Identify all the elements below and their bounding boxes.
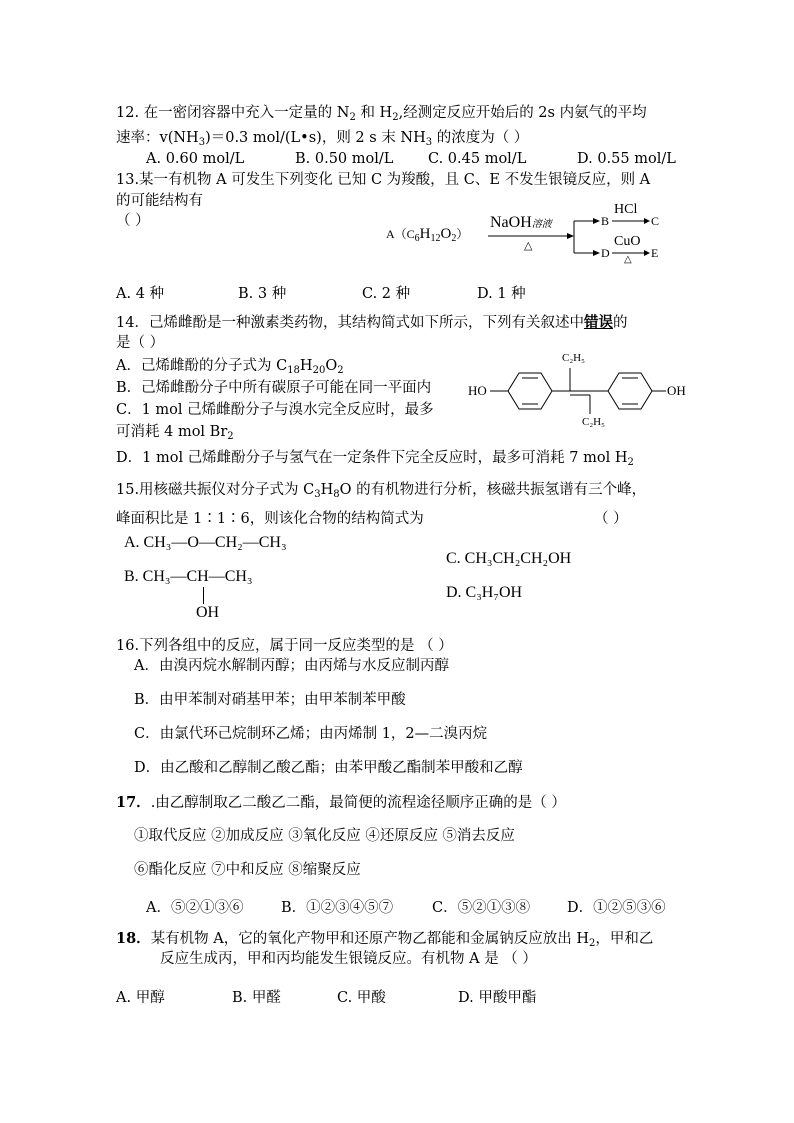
q15-answer-blank[interactable]: （ ） (594, 511, 628, 527)
q18-option-b[interactable]: B. 甲醛 (232, 990, 281, 1006)
q13-reaction-scheme (386, 195, 686, 267)
q14-option-b[interactable]: B．己烯雌酚分子中所有碳原子可能在同一平面内 (116, 380, 432, 396)
q16-option-b[interactable]: B．由甲苯制对硝基甲苯；由甲苯制苯甲酸 (134, 692, 406, 708)
q13-option-b[interactable]: B. 3 种 (238, 286, 287, 302)
q13-option-d[interactable]: D. 1 种 (477, 286, 526, 302)
e-label: E (651, 246, 659, 260)
scheme-text: O (440, 226, 452, 242)
q18-text: 某有机物 A，它的氧化产物甲和还原产物乙都能和金属钠反应放出 H (150, 931, 590, 947)
q12-option-d[interactable]: D. 0.55 mol/L (577, 151, 676, 167)
cuo-label: CuO (614, 234, 641, 249)
scheme-sub: 6 (414, 233, 420, 244)
c-label: C (651, 214, 660, 228)
q17-option-c[interactable]: C．⑤②①③⑧ (432, 900, 531, 916)
q15-text: 15.用核磁共振仪对分子式为 C (116, 482, 315, 498)
q12-text: ,经测定反应开始后的 2s 内氨气的平均 (398, 105, 647, 121)
q12-text: 12. 在一密闭容器中充入一定量的 N (116, 105, 350, 121)
q14-text: A．己烯雌酚的分子式为 C (116, 358, 288, 374)
q14-sub: 20 (312, 365, 326, 376)
q13-option-c[interactable]: C. 2 种 (362, 286, 411, 302)
q17-option-d[interactable]: D．①②⑤③⑥ (567, 900, 666, 916)
q15-text: O (339, 482, 352, 498)
q14-text: O (325, 358, 338, 374)
oh-label: OH (667, 383, 686, 398)
q15-option-c[interactable]: C. CH₃CH₂CH₂OH (446, 550, 572, 567)
q16-option-d[interactable]: D．由乙酸和乙醇制乙酸乙酯；由苯甲酸乙酯制苯甲酸和乙醇 (134, 760, 523, 776)
q17-option-a[interactable]: A．⑤②①③⑥ (146, 900, 244, 916)
q17-steps-row2: ⑥酯化反应 ⑦中和反应 ⑧缩聚反应 (134, 862, 361, 878)
q14-sub: 2 (337, 365, 344, 376)
q15-option-b-bond (203, 587, 204, 604)
q15-option-b-oh: OH (196, 604, 220, 621)
q15-option-d[interactable]: D. C₃H₇OH (446, 584, 523, 601)
q12-line1 (116, 105, 647, 124)
q18-number: 18． (116, 930, 151, 947)
q12-text: 的浓度为（ ） (432, 130, 529, 146)
q12-line2 (116, 130, 528, 149)
q14-sub: 2 (227, 431, 234, 442)
scheme-text: ） (456, 227, 469, 241)
q15-option-a[interactable]: A. CH₃—O—CH₂—CH₃ (124, 534, 287, 551)
scheme-text: A（C (386, 227, 415, 241)
q12-text: 速率：v(NH (116, 130, 199, 146)
q14-line2: 是（ ） (116, 335, 165, 351)
q18-sub: 2 (589, 938, 596, 949)
q13-line1: 13.某一有机物 A 可发生下列变化 已知 C 为羧酸，且 C、E 不发生银镜反应，则 A (116, 172, 651, 188)
q14-text: 的 (612, 315, 628, 331)
delta-label-2: △ (624, 254, 632, 265)
q13-answer-blank[interactable]: （ ） (116, 213, 150, 229)
q12-sub: 2 (349, 112, 356, 123)
delta-label-1: △ (524, 240, 533, 252)
q15-text: 的有机物进行分析，核磁共振氢谱有三个峰， (351, 482, 647, 498)
q17-line1 (116, 794, 566, 812)
scheme-text: NaOH (490, 214, 532, 231)
q12-option-c[interactable]: C. 0.45 mol/L (428, 151, 527, 167)
q15-sub: 3 (314, 489, 321, 500)
q16-option-a[interactable]: A．由溴丙烷水解制丙醇；由丙烯与水反应制丙醇 (134, 658, 449, 674)
q18-option-a[interactable]: A. 甲醇 (116, 990, 165, 1006)
d-label: D (601, 246, 610, 260)
q15-text: H (320, 482, 334, 498)
q14-option-a[interactable] (116, 358, 344, 377)
hcl-label: HCl (614, 202, 638, 217)
q14-sub: 18 (287, 365, 300, 376)
scheme-text: H (419, 226, 431, 242)
q17-steps-row1: ①取代反应 ②加成反应 ③氧化反应 ④还原反应 ⑤消去反应 (134, 828, 515, 844)
q14-structure-diagram (466, 348, 696, 436)
ho-label: HO (468, 383, 487, 398)
q13-option-a[interactable]: A. 4 种 (116, 286, 165, 302)
scheme-text: 溶液 (531, 219, 552, 230)
q14-option-d[interactable] (116, 450, 634, 469)
scheme-arrows (386, 195, 686, 267)
q14-text: H (299, 358, 313, 374)
q18-line2: 反应生成丙，甲和丙均能发生银镜反应。有机物 A 是 （ ） (160, 951, 537, 967)
q15-sub: 8 (333, 489, 340, 500)
q16-line1: 16.下列各组中的反应，属于同一反应类型的是 （ ） (116, 638, 453, 654)
q12-sub: 2 (392, 112, 399, 123)
b-label: B (601, 214, 610, 228)
q12-sub: 3 (198, 137, 206, 148)
q18-text: ，甲和乙 (595, 931, 654, 947)
scheme-sub: 2 (451, 233, 457, 244)
q14-text: 可消耗 4 mol Br (116, 424, 228, 440)
ethyl-top-label: C₂H₅ (562, 352, 585, 364)
q14-option-c-line1[interactable]: C．1 mol 己烯雌酚分子与溴水完全反应时，最多 (116, 402, 434, 418)
q13-line2: 的可能结构有 (116, 193, 203, 209)
q15-line1 (116, 482, 646, 501)
q17-option-b[interactable]: B．①②③④⑤⑦ (281, 900, 394, 916)
q15-option-b[interactable]: B. CH₃—CH—CH₃ (124, 568, 253, 585)
q14-text: D．1 mol 己烯雌酚分子与氢气在一定条件下完全反应时，最多可消耗 7 mol H (116, 450, 628, 466)
q15-line2: 峰面积比是 1∶1∶6，则该化合物的结构简式为 (116, 511, 424, 527)
q12-sub: 3 (425, 137, 433, 148)
q18-option-c[interactable]: C. 甲酸 (337, 990, 386, 1006)
q14-line1 (116, 314, 627, 332)
q17-number: 17． (116, 794, 151, 811)
q14-emphasis: 错误 (583, 314, 613, 331)
q17-text: .由乙醇制取乙二酸乙二酯，最简便的流程途径顺序正确的是（ ） (150, 795, 566, 811)
q12-text: 和 H (355, 105, 393, 121)
q12-option-a[interactable]: A. 0.60 mol/L (146, 151, 245, 167)
scheme-sub: 12 (430, 233, 441, 244)
q14-text: 14．己烯雌酚是一种激素类药物，其结构简式如下所示，下列有关叙述中 (116, 315, 584, 331)
q18-line1 (116, 930, 653, 950)
q12-option-b[interactable]: B. 0.50 mol/L (295, 151, 394, 167)
q14-sub: 2 (627, 457, 634, 468)
ethyl-bottom-label: C₂H₅ (582, 416, 605, 428)
q12-text: )＝0.3 mol/(L•s)，则 2 s 末 NH (205, 130, 426, 146)
q14-option-c-line2[interactable] (116, 424, 234, 443)
q16-option-c[interactable]: C．由氯代环己烷制环乙烯；由丙烯制 1，2—二溴丙烷 (134, 726, 488, 742)
q18-option-d[interactable]: D. 甲酸甲酯 (458, 990, 537, 1006)
